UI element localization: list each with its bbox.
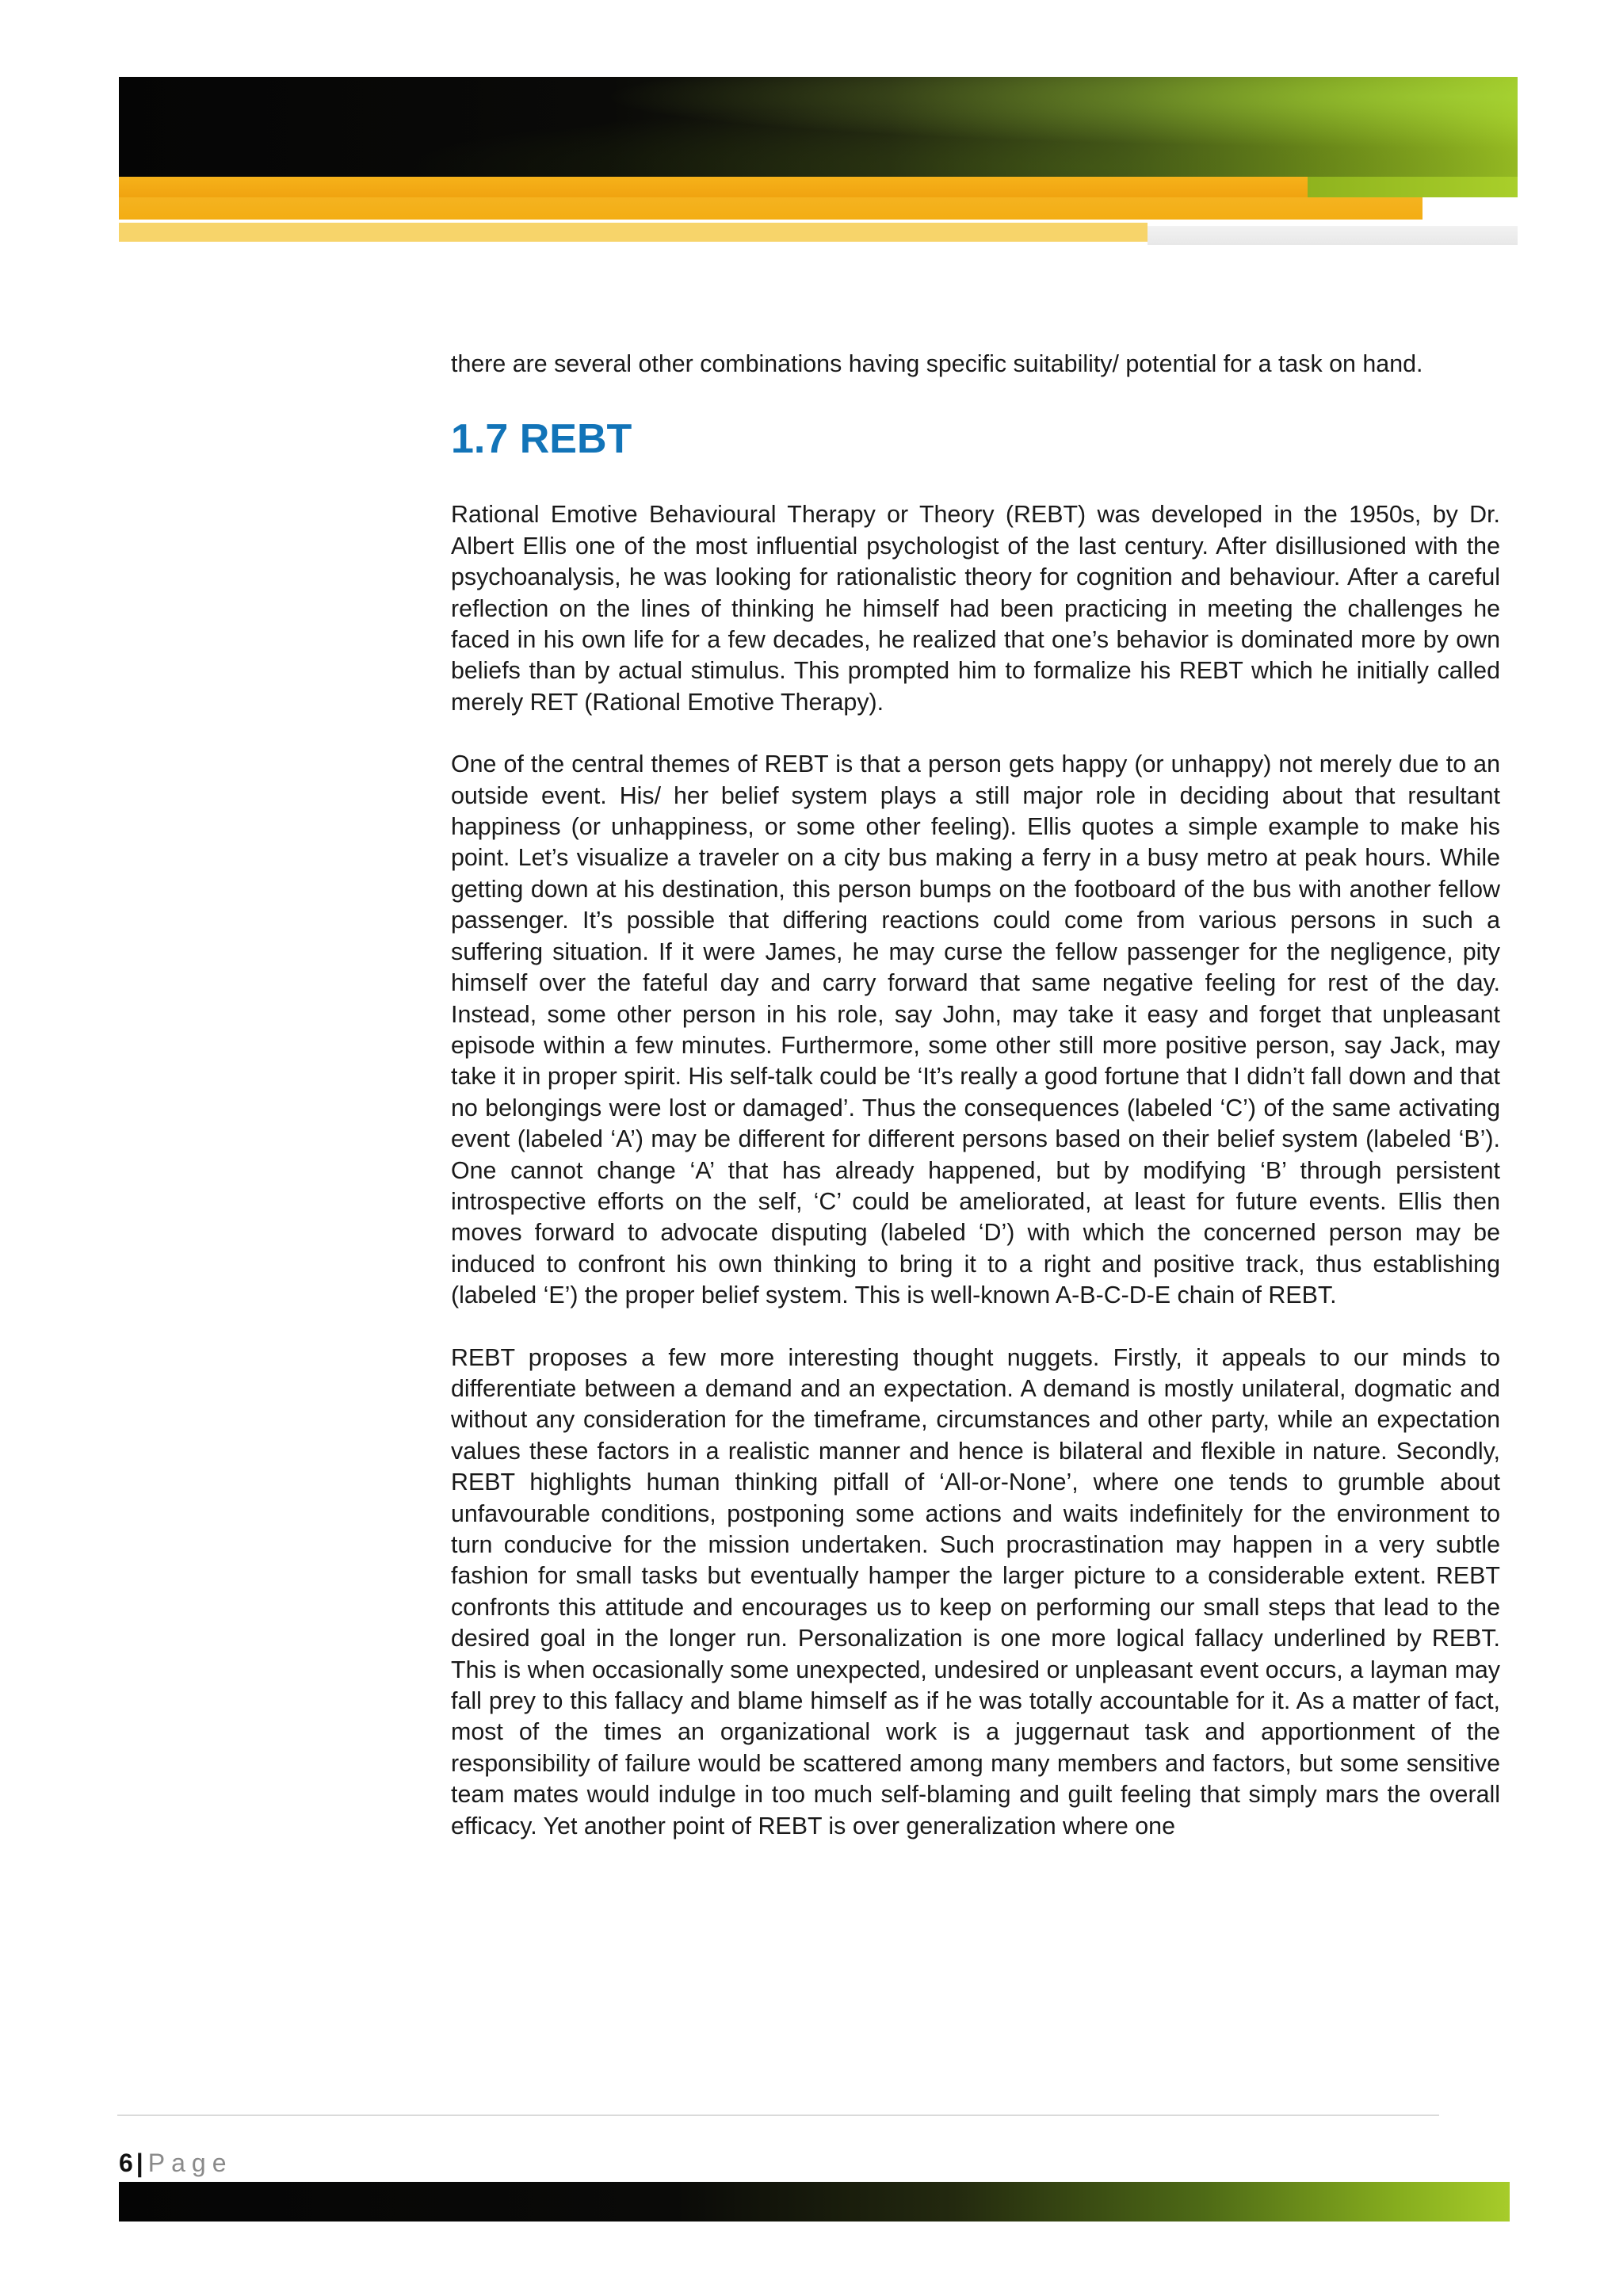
body-paragraph: REBT proposes a few more interesting thought nuggets. Firstly, it appeals to our minds to differentiate between a demand and an expectation. A demand is mostly unilateral, dogmatic and without any consideration for the timeframe, circumstances and other party, while an expectation values these factors in a realistic manner and hence is bilateral and flexible in nature. Secondly, REBT highlights human thinking pitfall of ‘All-or-None’, where one tends to grumble about unfavourable conditions, postponing some actions and waits indefinitely for the environment to turn conducive for the mission undertaken. Such procrastination may happen in a very subtle fashion for small tasks but eventually hamper the larger picture to a considerable extent. REBT confronts this attitude and encourages us to keep on performing our small steps that lead to the desired goal in the longer run. Personalization is one more logical fallacy underlined by REBT. This is when occasionally some unexpected, undesired or unpleasant event occurs, a layman may fall prey to this fallacy and blame himself as if he was totally accountable for it. As a matter of fact, most of the times an organizational work is a juggernaut task and apportionment of the responsibility of failure would be scattered among many members and factors, but some sensitive team mates would indulge in too much self-blaming and guilt feeling that simply mars the overall efficacy. Yet another point of REBT is over generalization where one xyxy=(451,1343,1500,1839)
page-number: 6 xyxy=(119,2149,133,2177)
header-banner-orange-stripe-2 xyxy=(119,197,1423,220)
page-separator: | xyxy=(136,2149,143,2177)
section-heading: 1.7 REBT xyxy=(451,416,632,463)
page-footer-label xyxy=(119,2148,232,2178)
body-paragraph: Rational Emotive Behavioural Therapy or Theory (REBT) was developed in the 1950s, by Dr. Albert Ellis one of the most influential psychologist of the last century. After disillusioned with the psychoanalysis, he was looking for rationalistic theory for cognition and behaviour. After a careful reflection on the lines of thinking he himself had been practicing in meeting the challenges he faced in his own life for a few decades, he realized that one’s behavior is dominated more by own beliefs than by actual stimulus. This prompted him to formalize his REBT which he initially called merely RET (Rational Emotive Therapy). xyxy=(451,501,1500,716)
continued-paragraph: there are several other combinations having specific suitability/ potential for a task on hand. xyxy=(451,350,1423,377)
header-banner-green-stripe xyxy=(1308,177,1518,197)
footer-divider xyxy=(117,2115,1439,2116)
header-banner-grey-stripe xyxy=(1148,226,1518,245)
header-banner xyxy=(119,77,1518,246)
header-banner-yellow-stripe xyxy=(119,223,1148,242)
body-paragraph: One of the central themes of REBT is that a person gets happy (or unhappy) not merely due to an outside event. His/ her belief system plays a still major role in deciding about that resultant happiness (or unhappiness, or some other feeling). Ellis quotes a simple example to make his point. Let’s visualize a traveler on a city bus making a ferry in a busy metro at peak hours. While getting down at his destination, this person bumps on the footboard of the bus with another fellow passenger. It’s possible that differing reactions could come from various persons in such a suffering situation. If it were James, he may curse the fellow passenger for the negligence, pity himself over the fateful day and carry forward that same negative feeling for rest of the day. Instead, some other person in his role, say John, may take it easy and forget that unpleasant episode within a few minutes. Furthermore, some other still more positive person, say Jack, may take it in proper spirit. His self-talk could be ‘It’s really a good fortune that I didn’t fall down and that no belongings were lost or damaged’. Thus the consequences (labeled ‘C’) of the same activating event (labeled ‘A’) may be different for different persons based on their belief system (labeled ‘B’). One cannot change ‘A’ that has already happened, but by modifying ‘B’ through persistent introspective efforts on the self, ‘C’ could be ameliorated, at least for future events. Ellis then moves forward to advocate disputing (labeled ‘D’) with which the concerned person may be induced to confront his own thinking to bring it to a right and positive track, thus establishing (labeled ‘E’) the proper belief system. This is well-known A-B-C-D-E chain of REBT. xyxy=(451,751,1500,1309)
header-banner-orange-stripe xyxy=(119,177,1308,197)
footer-banner xyxy=(119,2182,1510,2222)
header-banner-dark-band xyxy=(119,77,1518,177)
page-content xyxy=(451,349,1500,1873)
page-label: Page xyxy=(147,2149,233,2177)
